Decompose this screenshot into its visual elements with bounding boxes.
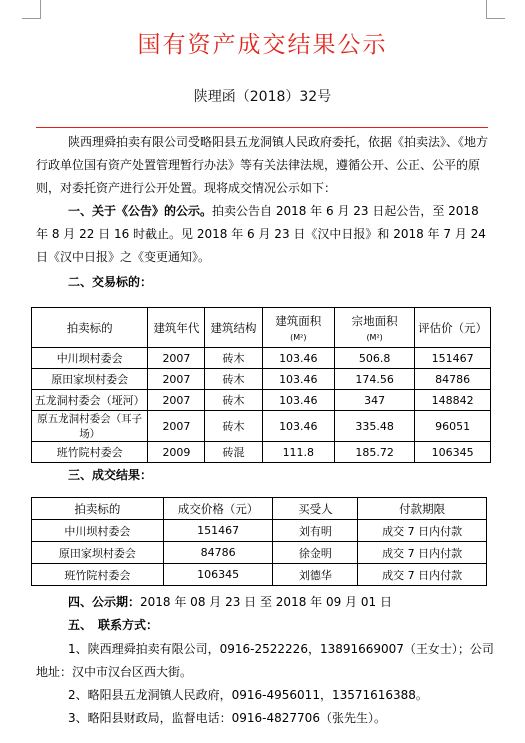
results-table — [31, 497, 487, 586]
contact-item-2: 2、略阳县五龙洞镇人民政府，0916-4956011，13571616388。 — [68, 688, 428, 702]
col-header-buyer: 买受人 — [273, 498, 358, 520]
table-row: 原五龙洞村委会（耳子场） 2007 砖木 103.46 335.48 96051 — [32, 411, 491, 442]
table-row: 班竹院村委会 2009 砖混 111.8 185.72 106345 — [32, 442, 491, 463]
section4-paragraph — [36, 591, 494, 614]
page-corner-mark-right — [486, 0, 505, 19]
section4-heading: 四、公示期： — [68, 595, 141, 609]
col-header-asset: 拍卖标的 — [32, 498, 164, 520]
col-header-structure: 建筑结构 — [205, 308, 262, 348]
section2-heading: 二、交易标的： — [68, 275, 153, 289]
section1-paragraph — [36, 200, 494, 269]
intro-text: 陕西理舜拍卖有限公司受略阳县五龙洞镇人民政府委托，依据《拍卖法》、《地方行政单位国有资产处置管理暂行办法》等有关法律法规，遵循公开、公正、公平的原则，对委托资产进行公开处置。现将成交情况公示如下： — [36, 135, 489, 195]
assets-table — [31, 307, 491, 463]
table-row: 原田家坝村委会 84786 徐金明 成交 7 日内付款 — [32, 542, 487, 564]
table-row: 班竹院村委会 106345 刘德华 成交 7 日内付款 — [32, 564, 487, 586]
assets-table-header — [32, 308, 491, 348]
col-header-asset: 拍卖标的 — [32, 308, 148, 348]
table-row: 中川坝村委会 2007 砖木 103.46 506.8 151467 — [32, 348, 491, 369]
document-number: 陕理函（2018）32号 — [193, 89, 332, 105]
table-row: 原田家坝村委会 2007 砖木 103.46 174.56 84786 — [32, 369, 491, 390]
section5-heading: 五、 联系方式： — [68, 618, 159, 632]
red-divider-line — [36, 127, 488, 128]
contact-item-1: 1、陕西理舜拍卖有限公司，0916-2522226，13891669007（王女士）；公司地址：汉中市汉台区西大街。 — [36, 642, 494, 679]
contact-item-3: 3、略阳县财政局，监督电话：0916-4827706（张先生）。 — [68, 711, 386, 725]
col-header-valuation: 评估价（元） — [415, 308, 491, 348]
col-header-land-area: 宗地面积 (M²) — [335, 308, 415, 348]
document-title: 国有资产成交结果公示 — [137, 32, 388, 58]
section1-heading: 一、关于《公告》的公示。 — [68, 204, 213, 218]
section4-text: 2018 年 08 月 23 日 至 2018 年 09 月 01 日 — [140, 595, 392, 609]
page-corner-mark-left — [22, 0, 41, 19]
intro-paragraph — [36, 131, 494, 200]
area-unit: (M²) — [366, 332, 383, 342]
table-row: 中川坝村委会 151467 刘有明 成交 7 日内付款 — [32, 520, 487, 542]
col-header-building-area: 建筑面积 (M²) — [262, 308, 334, 348]
results-table-header — [32, 498, 487, 520]
section3-heading: 三、成交结果： — [68, 468, 153, 482]
table-row: 五龙洞村委会（垭河） 2007 砖木 103.46 347 148842 — [32, 390, 491, 411]
col-header-price: 成交价格（元） — [163, 498, 273, 520]
col-header-year: 建筑年代 — [148, 308, 205, 348]
col-header-payment-term: 付款期限 — [358, 498, 487, 520]
area-unit: (M²) — [290, 332, 307, 342]
section1-text: 拍卖公告自 2018 年 6 月 23 日起公告，至 2018 年 8 月 22 日 16 时截止。见 2018 年 6 月 23 日《汉中日报》和 2018 年 7 月 24 日《汉中日报》之《变更通知》。 — [36, 204, 486, 264]
